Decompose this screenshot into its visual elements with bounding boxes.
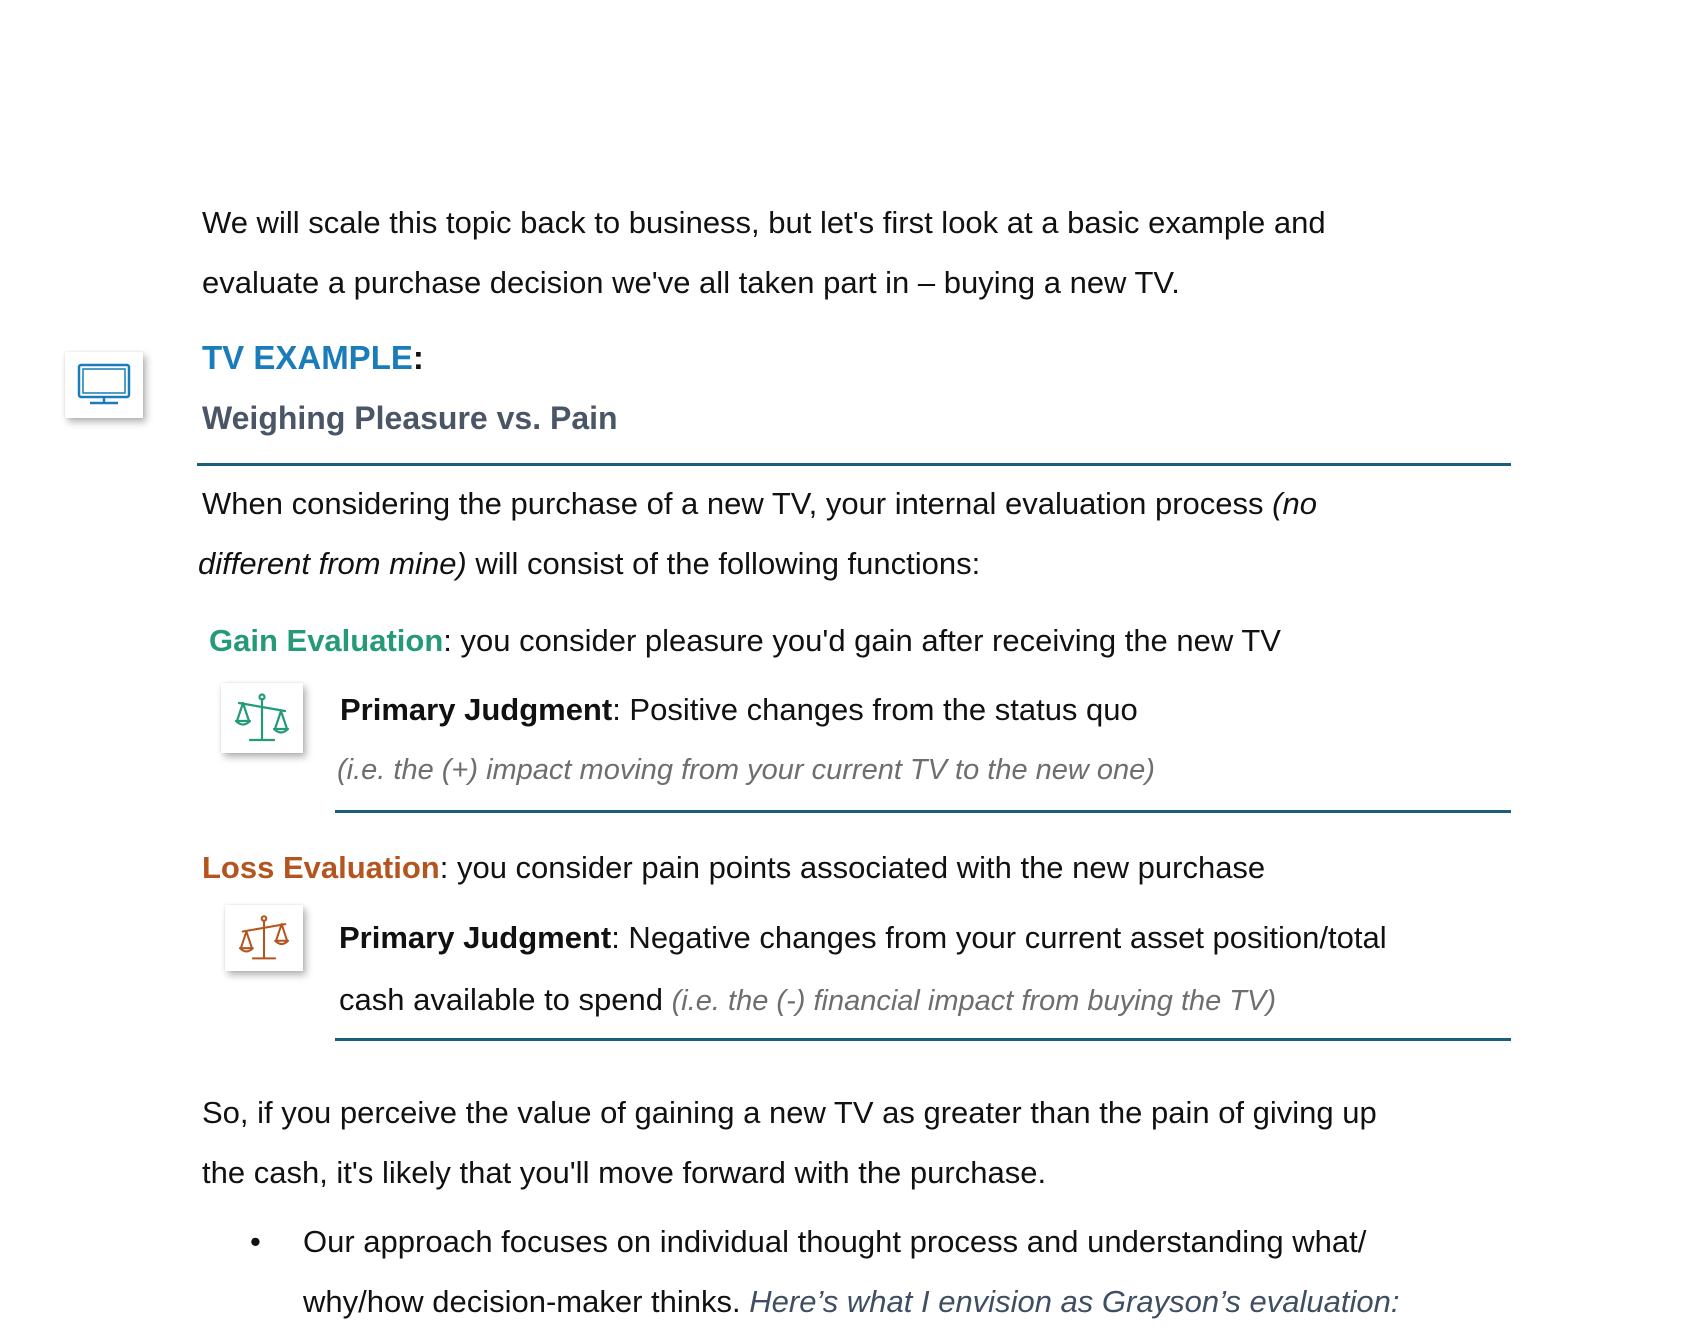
bullet-marker: • (250, 1224, 261, 1259)
loss-label: Loss Evaluation (202, 850, 440, 885)
loss-evaluation (202, 838, 1265, 898)
example-title-text: TV EXAMPLE (202, 339, 413, 376)
consider-line-2 (198, 534, 980, 594)
loss-judgment-label: Primary Judgment (339, 920, 612, 955)
gain-text: : you consider pleasure you'd gain after receiving the new TV (443, 623, 1281, 658)
example-subtitle: Weighing Pleasure vs. Pain (202, 400, 618, 436)
consider-italic-2: different from mine) (198, 546, 467, 581)
intro-line-2: evaluate a purchase decision we've all taken part in – buying a new TV. (202, 265, 1180, 300)
bullet-italic: Here’s what I envision as Grayson’s evaluation: (749, 1284, 1400, 1319)
loss-icon-box (225, 905, 303, 971)
loss-text: : you consider pain points associated with the new purchase (439, 850, 1266, 885)
gain-icon-box (221, 683, 303, 753)
gain-evaluation (209, 611, 1281, 671)
gain-label: Gain Evaluation (209, 623, 444, 658)
example-title-colon: : (412, 339, 424, 376)
gain-note: (i.e. the (+) impact moving from your current TV to the new one) (337, 754, 1155, 786)
consider-line-1 (202, 474, 1317, 534)
example-title (202, 333, 424, 383)
bullet-line-2 (303, 1272, 1399, 1332)
monitor-icon (76, 362, 132, 408)
loss-judgment-text: : Negative changes from your current asset position/total (611, 920, 1387, 955)
loss-judgment-cash: cash available to spend (339, 982, 664, 1017)
consider-text-2: will consist of the following functions: (475, 546, 981, 581)
conclusion-line-2: the cash, it's likely that you'll move forward with the purchase. (202, 1155, 1047, 1190)
consider-italic: (no (1272, 486, 1317, 521)
loss-judgment-line-2 (339, 970, 1276, 1031)
gain-divider (335, 810, 1511, 813)
bullet-text-2: why/how decision-maker thinks. (303, 1284, 741, 1319)
gain-judgment-label: Primary Judgment (340, 692, 613, 727)
loss-judgment (339, 908, 1387, 968)
conclusion-line-1: So, if you perceive the value of gaining a new TV as greater than the pain of giving up (202, 1095, 1377, 1130)
gain-judgment-text: : Positive changes from the status quo (612, 692, 1138, 727)
tv-example-icon-box (65, 352, 143, 418)
scales-icon (233, 691, 291, 745)
gain-judgment (340, 680, 1138, 740)
loss-note: (i.e. the (-) financial impact from buying the TV) (671, 985, 1277, 1017)
section-divider (197, 463, 1511, 466)
intro-line-1: We will scale this topic back to business, but let's first look at a basic example and (202, 205, 1326, 240)
bullet-line-1: Our approach focuses on individual thought process and understanding what/ (303, 1224, 1367, 1259)
loss-divider (335, 1038, 1511, 1041)
scales-icon (237, 913, 291, 963)
consider-text: When considering the purchase of a new TV, your internal evaluation process (202, 486, 1264, 521)
